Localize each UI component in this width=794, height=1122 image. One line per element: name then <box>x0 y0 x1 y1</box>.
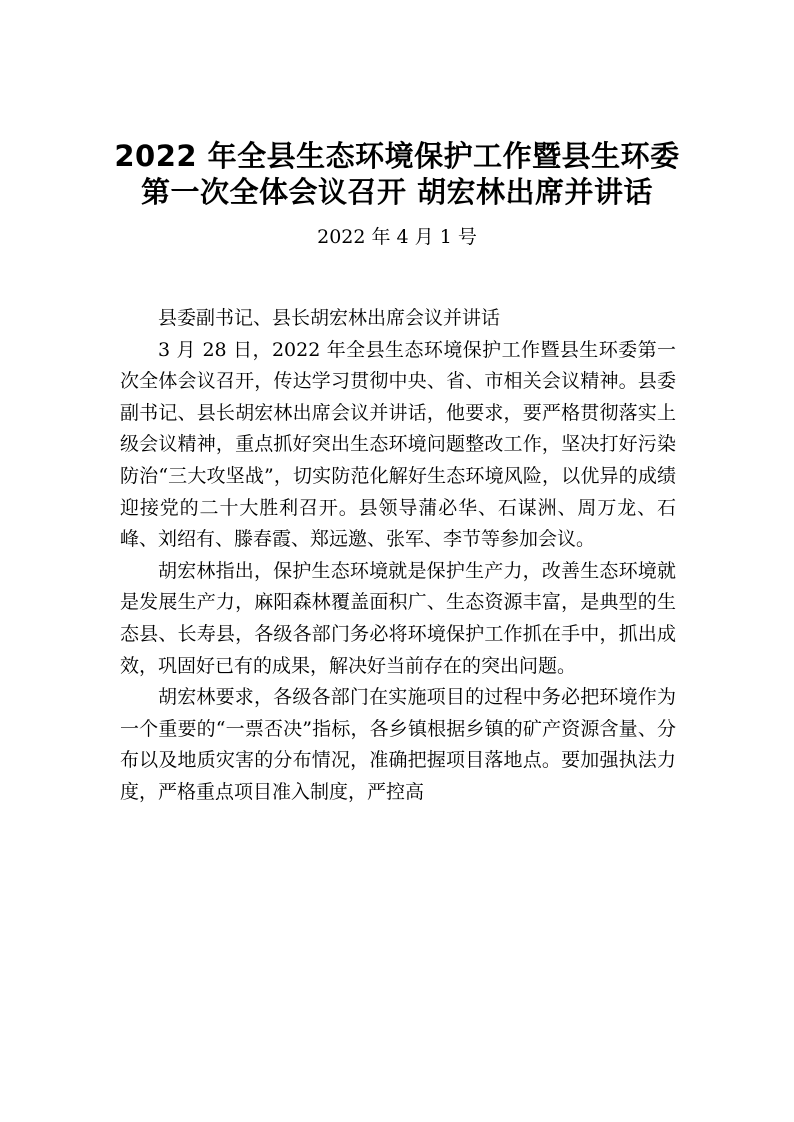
paragraph-requirements: 胡宏林要求，各级各部门在实施项目的过程中务必把环境作为一个重要的“一票否决”指标，各乡镇根据乡镇的矿产资源含量、分布以及地质灾害的分布情况，准确把握项目落地点。要加强执法力度，严格重点项目准入制度，严控高 <box>120 686 676 803</box>
paragraph-subtitle: 县委副书记、县长胡宏林出席会议并讲话 <box>158 307 501 329</box>
document-body <box>120 303 676 809</box>
paragraph-ecology-remarks: 胡宏林指出，保护生态环境就是保护生产力，改善生态环境就是发展生产力，麻阳森林覆盖面积广、生态资源丰富，是典型的生态县、长寿县，各级各部门务必将环境保护工作抓在手中，抓出成效，巩固好已有的成果，解决好当前存在的突出问题。 <box>120 559 676 677</box>
document-date: 2022 年 4 月 1 号 <box>317 226 477 248</box>
document-title-line-2: 第一次全体会议召开 胡宏林出席并讲话 <box>140 175 654 209</box>
paragraph-meeting-summary: 3 月 28 日，2022 年全县生态环境保护工作暨县生环委第一次全体会议召开，传达学习贯彻中央、省、市相关会议精神。县委副书记、县长胡宏林出席会议并讲话，他要求，要严格贯彻落实上级会议精神，重点抓好突出生态环境问题整改工作，坚决打好污染防治“三大攻坚战”，切实防范化解好生态环境风险，以优异的成绩迎接党的二十大胜利召开。县领导蒲必华、石谋洲、周万龙、石峰、刘绍有、滕春霞、郑远邀、张军、李节等参加会议。 <box>120 338 676 551</box>
document-title-line-1: 2022 年全县生态环境保护工作暨县生环委 <box>114 139 680 173</box>
